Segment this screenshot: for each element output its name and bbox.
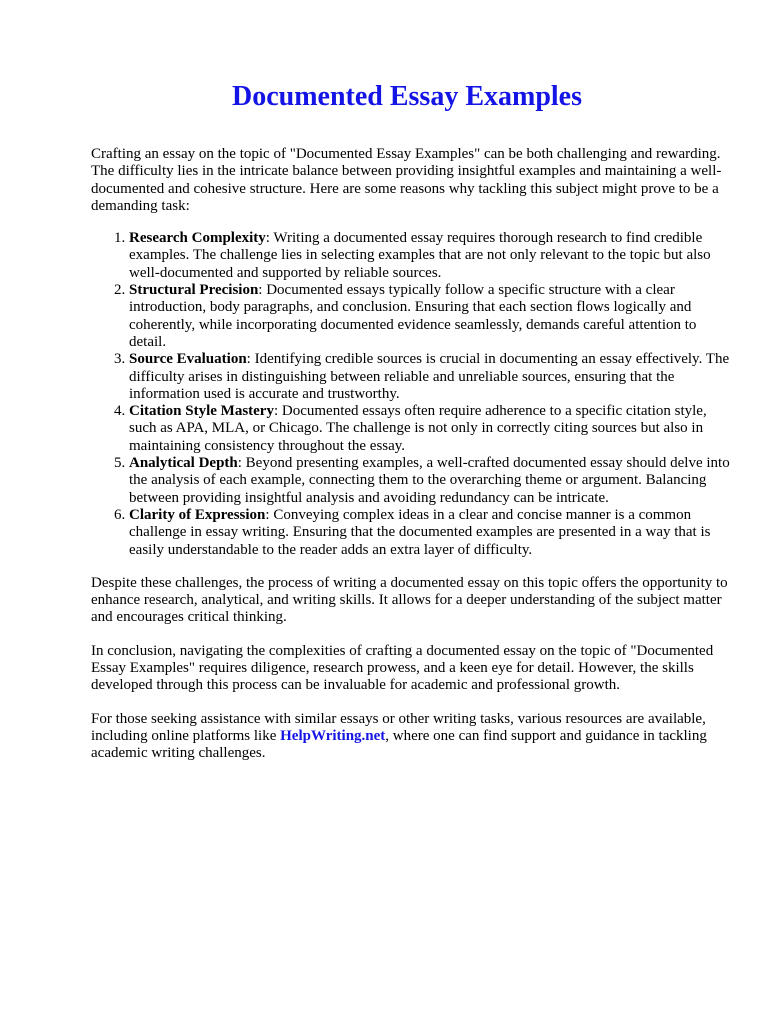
reason-item [129,507,731,559]
document-body [91,146,731,779]
reason-text: : Identifying credible sources is crucial in documenting an essay effectively. The difficulty arises in distinguishing between reliable and unreliable sources, ensuring that the information used is accurate and trustworthy. [129,351,730,402]
body-paragraph-1: Despite these challenges, the process of writing a documented essay on this topic offers the opportunity to enhance research, analytical, and writing skills. It allows for a deeper understanding of the subject matter and encourages critical thinking. [91,574,728,626]
document-title: Documented Essay Examples [231,81,582,112]
reason-text: : Conveying complex ideas in a clear and concise manner is a common challenge in essay writing. Ensuring that the documented examples are presented in a way that is easily understandable to the reader adds an extra layer of difficulty. [129,506,711,558]
reason-term: Citation Style Mastery [129,403,274,420]
closing-text-before-link: For those seeking assistance with similar essays or other writing tasks, various resources are available, including online platforms like [91,710,706,744]
intro-paragraph: Crafting an essay on the topic of "Documented Essay Examples" can be both challenging and rewarding. The difficulty lies in the intricate balance between providing insightful examples and maintaining a well-documented and cohesive structure. Here are some reasons why tackling this subject might prove to be a demanding task: [91,146,722,214]
reason-text: : Documented essays typically follow a specific structure with a clear introduction, body paragraphs, and conclusion. Ensuring that each section flows logically and coherently, while incorporating documented evidence seamlessly, demands careful attention to detail. [129,282,697,350]
reason-item [129,351,731,403]
reasons-list [91,230,731,559]
reason-item [129,230,731,282]
reason-term: Structural Precision [129,282,259,299]
reason-item [129,403,731,455]
reason-text: : Beyond presenting examples, a well-crafted documented essay should delve into the analysis of each example, connecting them to the overarching theme or argument. Balancing between providing insightful analysis and avoiding redundancy can be intricate. [129,455,730,506]
reason-term: Source Evaluation [129,351,247,368]
reason-item [129,282,731,351]
reason-term: Research Complexity [129,230,266,247]
reason-term: Analytical Depth [129,455,238,472]
reason-item [129,455,731,507]
closing-paragraph [91,711,731,763]
reason-term: Clarity of Expression [129,506,266,523]
closing-text-after-link: , where one can find support and guidance in tackling academic writing challenges. [91,727,707,762]
helpwriting-link[interactable]: HelpWriting.net [280,727,386,744]
reason-text: : Documented essays often require adherence to a specific citation style, such as APA, MLA, or Chicago. The challenge is not only in correctly citing sources but also in maintaining consistency throughout the essay. [129,403,707,454]
body-paragraph-2: In conclusion, navigating the complexities of crafting a documented essay on the topic of "Documented Essay Examples" requires diligence, research prowess, and a keen eye for detail. However, the skills developed through this process can be invaluable for academic and professional growth. [91,642,714,694]
reason-text: : Writing a documented essay requires thorough research to find credible examples. The challenge lies in selecting examples that are not only relevant to the topic but also well-documented and supported by reliable sources. [129,230,711,281]
